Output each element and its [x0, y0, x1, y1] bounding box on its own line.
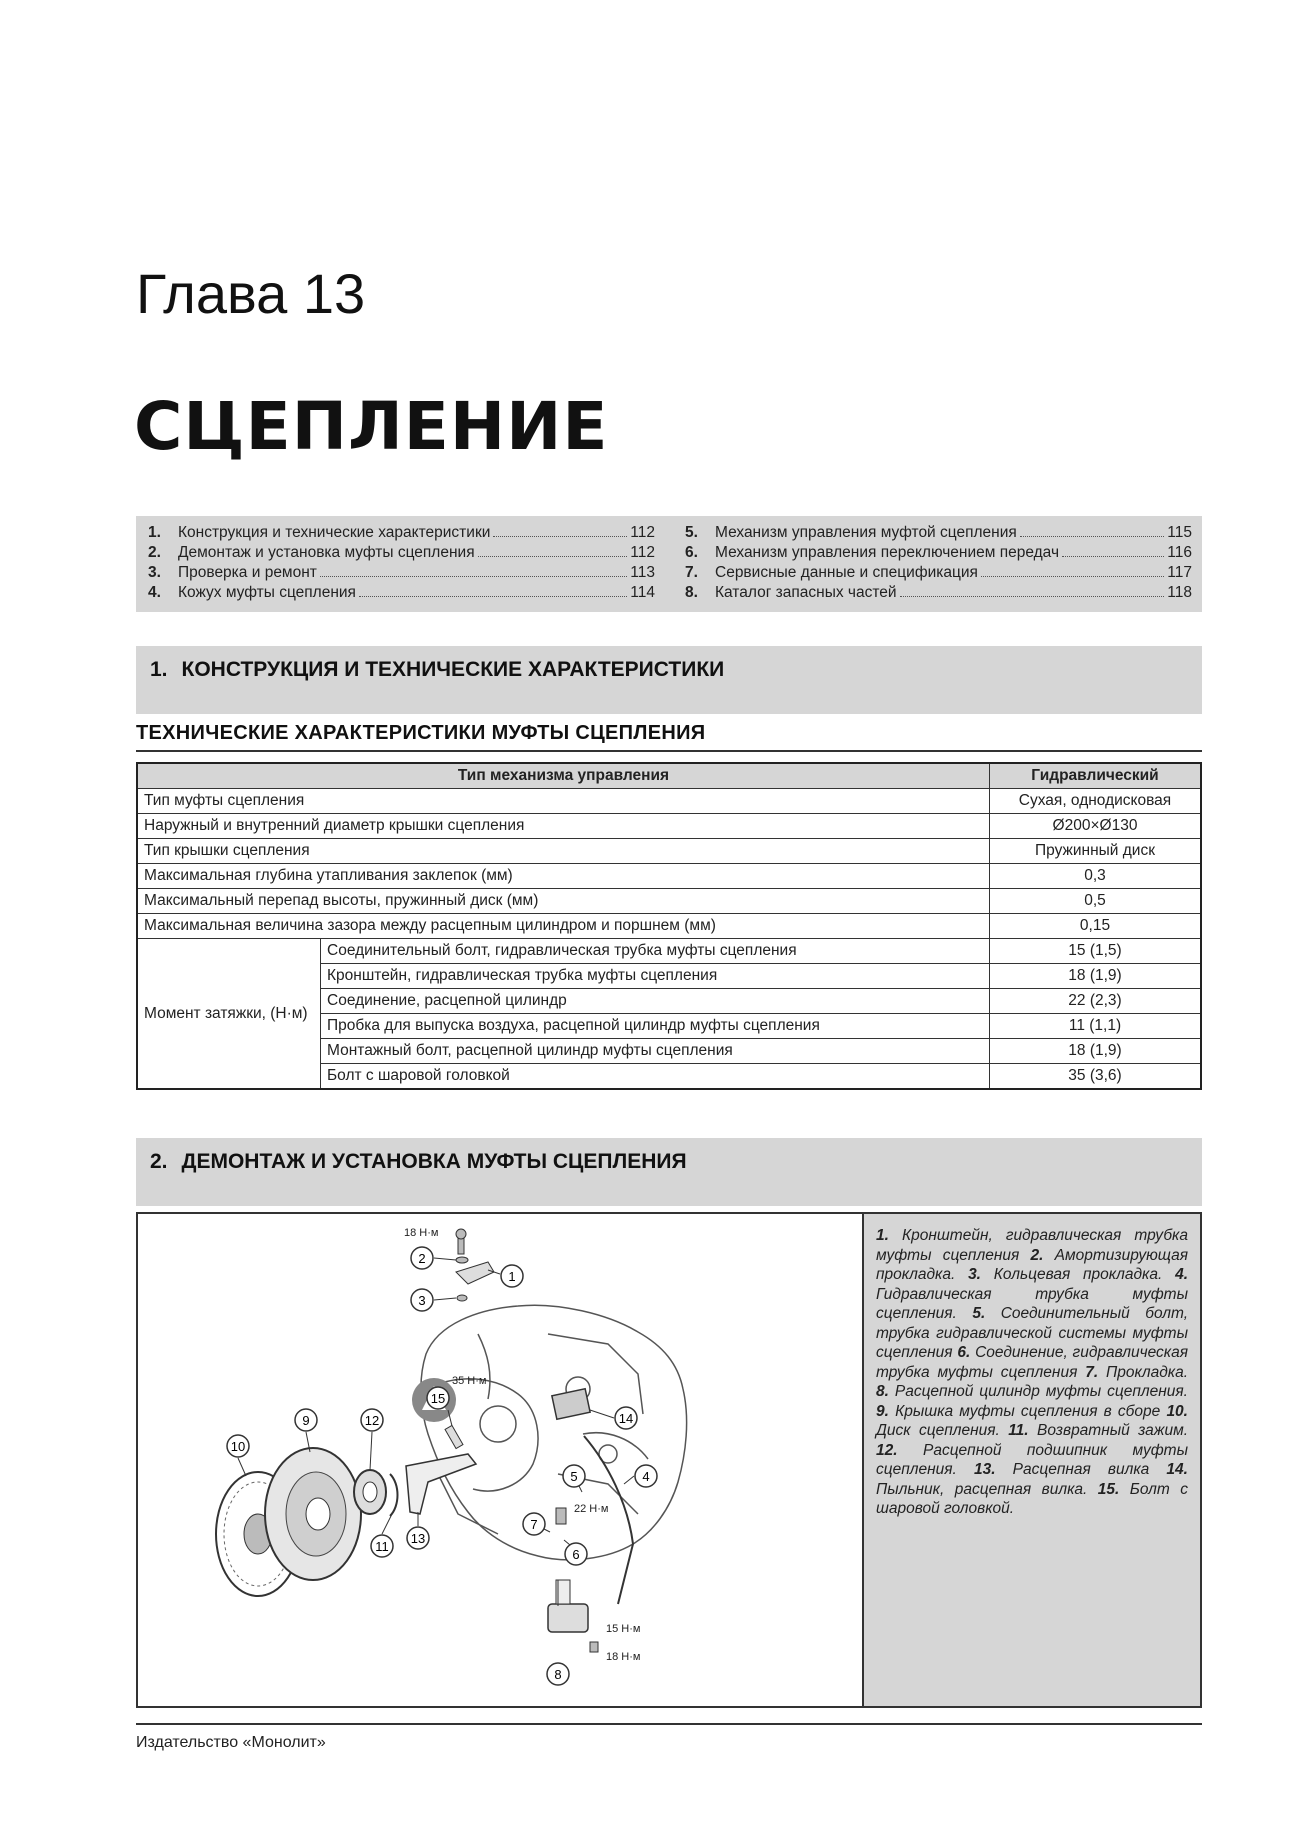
caption-text: Гидравлическая трубка муфты сцепления.: [876, 1285, 1188, 1322]
toc-leader: [900, 596, 1165, 597]
row-value: Сухая, однодисковая: [990, 789, 1202, 814]
torque-label: 18 Н·м: [404, 1227, 439, 1239]
toc-page: 114: [630, 584, 655, 601]
caption-num: 7.: [1085, 1363, 1099, 1381]
section-2-heading: [136, 1138, 1202, 1206]
chapter-title: СЦЕПЛЕНИЕ: [134, 388, 609, 465]
toc-leader: [1020, 536, 1165, 537]
callout-3-label: 3: [418, 1293, 426, 1308]
table-row: [137, 914, 1201, 939]
row-value: Ø200×Ø130: [990, 814, 1202, 839]
toc-leader: [478, 556, 628, 557]
toc-num: 3.: [148, 564, 161, 581]
return-clip: [390, 1474, 398, 1516]
callout-3: [411, 1289, 433, 1311]
footer-rule: [136, 1723, 1202, 1725]
ball-bolt: [445, 1425, 463, 1448]
caption-text: Кронштейн, гидравлическая трубка муфты сцепления: [876, 1227, 1188, 1264]
row-value: 18 (1,9): [990, 1039, 1202, 1064]
table-row: [137, 839, 1201, 864]
toc-page: 117: [1167, 564, 1192, 581]
caption-num: 15.: [1097, 1480, 1120, 1498]
callout-9: [295, 1409, 317, 1431]
row-param: Наружный и внутренний диаметр крышки сцепления: [137, 814, 990, 839]
toc-page: 112: [630, 524, 655, 541]
toc-text: Конструкция и технические характеристики: [178, 524, 491, 541]
transmission-housing: [421, 1305, 687, 1560]
row-value: 35 (3,6): [990, 1064, 1202, 1090]
section-2-title: ДЕМОНТАЖ И УСТАНОВКА МУФТЫ СЦЕПЛЕНИЯ: [181, 1150, 687, 1173]
callout-14-label: 14: [618, 1411, 634, 1426]
subheading-rule: [136, 750, 1202, 752]
dust-boot: [552, 1389, 590, 1420]
toc-page: 115: [1167, 524, 1192, 541]
table-header-value: Гидравлический: [990, 763, 1202, 789]
clutch-spec-table: [136, 762, 1202, 1090]
toc-item[interactable]: [685, 584, 1192, 604]
caption-num: 12.: [876, 1441, 898, 1459]
caption-text: Расцепной подшипник муфты сцепления.: [876, 1441, 1188, 1478]
torque-label: 35 Н·м: [452, 1375, 487, 1387]
callout-10: [227, 1435, 249, 1457]
caption-num: 13.: [973, 1461, 996, 1478]
toc-text: Демонтаж и установка муфты сцепления: [178, 544, 475, 561]
section-1-title: КОНСТРУКЦИЯ И ТЕХНИЧЕСКИЕ ХАРАКТЕРИСТИКИ: [181, 658, 725, 681]
section-1-number: 1.: [150, 658, 168, 681]
hydraulic-pipe: [584, 1436, 633, 1604]
callout-2-label: 2: [418, 1251, 426, 1266]
toc-num: 4.: [148, 584, 161, 601]
caption-text: Диск сцепления.: [876, 1422, 1000, 1439]
row-param: Максимальная глубина утапливания заклепок (мм): [137, 864, 990, 889]
caption-text: Болт с шаровой головкой.: [876, 1480, 1189, 1517]
row-value: Пружинный диск: [990, 839, 1202, 864]
row-param: Соединение, расцепной цилиндр: [321, 989, 990, 1014]
caption-num: 1.: [876, 1227, 889, 1244]
toc-text: Проверка и ремонт: [178, 564, 317, 581]
table-row: [137, 814, 1201, 839]
callout-13-label: 13: [410, 1531, 426, 1546]
caption-num: 5.: [972, 1305, 986, 1322]
toc-item[interactable]: [148, 564, 655, 584]
row-value: 0,15: [990, 914, 1202, 939]
callout-14: [615, 1407, 637, 1429]
section-2-number: 2.: [150, 1150, 168, 1173]
callout-1-label: 1: [508, 1269, 516, 1284]
toc-text: Каталог запасных частей: [715, 584, 897, 601]
row-param: Максимальная величина зазора между расцепным цилиндром и поршнем (мм): [137, 914, 990, 939]
torque-label: 15 Н·м: [606, 1623, 641, 1635]
toc-page: 116: [1167, 544, 1192, 561]
caption-text: Кольцевая прокладка.: [993, 1266, 1163, 1283]
caption-text: Амортизирующая прокладка.: [876, 1246, 1188, 1283]
torque-label: 22 Н·м: [574, 1503, 609, 1515]
caption-num: 11.: [1008, 1422, 1029, 1439]
callout-12: [361, 1409, 383, 1431]
row-value: 11 (1,1): [990, 1014, 1202, 1039]
toc-num: 6.: [685, 544, 698, 561]
caption-text: Крышка муфты сцепления в сборе: [895, 1402, 1161, 1420]
toc-leader: [359, 596, 627, 597]
table-header-param: Тип механизма управления: [137, 763, 990, 789]
row-param: Болт с шаровой головкой: [321, 1064, 990, 1090]
section-1-heading: [136, 646, 1202, 714]
caption-text: Расцепной цилиндр муфты сцепления.: [894, 1383, 1188, 1400]
toc-leader: [320, 576, 627, 577]
row-param: Монтажный болт, расцепной цилиндр муфты сцепления: [321, 1039, 990, 1064]
row-value: 18 (1,9): [990, 964, 1202, 989]
table-row: [137, 864, 1201, 889]
callout-5: [563, 1465, 585, 1487]
caption-num: 10.: [1166, 1402, 1188, 1420]
callout-6-label: 6: [572, 1547, 580, 1562]
toc-num: 1.: [148, 524, 161, 541]
release-bearing: [354, 1470, 386, 1514]
caption-num: 14.: [1166, 1461, 1188, 1478]
callout-10-label: 10: [230, 1439, 246, 1454]
clutch-exploded-figure: [136, 1212, 1202, 1708]
row-param: Соединительный болт, гидравлическая трубка муфты сцепления: [321, 939, 990, 964]
callout-8: [547, 1663, 569, 1685]
toc-item[interactable]: [148, 584, 655, 604]
callout-15: [427, 1387, 449, 1409]
toc-num: 8.: [685, 584, 698, 601]
caption-num: 6.: [957, 1344, 971, 1361]
figure-caption: [862, 1214, 1200, 1706]
exploded-view-drawing: [138, 1214, 862, 1706]
row-value: 22 (2,3): [990, 989, 1202, 1014]
row-value: 0,3: [990, 864, 1202, 889]
caption-num: 3.: [968, 1266, 981, 1283]
table-header-row: [137, 763, 1201, 789]
release-fork: [406, 1454, 476, 1514]
release-cylinder: [548, 1508, 598, 1652]
row-value: 0,5: [990, 889, 1202, 914]
toc-leader: [981, 576, 1164, 577]
table-row: [137, 939, 1201, 964]
toc-text: Кожух муфты сцепления: [178, 584, 356, 601]
toc-num: 2.: [148, 544, 161, 561]
footer-publisher: Издательство «Монолит»: [136, 1734, 326, 1751]
callout-4: [635, 1465, 657, 1487]
toc-leader: [1062, 556, 1164, 557]
spec-subheading: ТЕХНИЧЕСКИЕ ХАРАКТЕРИСТИКИ МУФТЫ СЦЕПЛЕНИЯ: [136, 722, 706, 744]
toc-item[interactable]: [148, 524, 655, 544]
toc-page: 112: [630, 544, 655, 561]
callout-15-label: 15: [430, 1391, 446, 1406]
callout-11-label: 11: [375, 1539, 389, 1554]
caption-text: Пыльник, расцепная вилка.: [876, 1480, 1088, 1498]
table-row: [137, 889, 1201, 914]
toc-item[interactable]: [685, 544, 1192, 564]
caption-num: 9.: [876, 1402, 889, 1420]
torque-group-label: Момент затяжки, (Н·м): [137, 939, 321, 1090]
callout-7: [523, 1513, 545, 1535]
toc-num: 7.: [685, 564, 698, 581]
toc-text: Механизм управления муфтой сцепления: [715, 524, 1017, 541]
table-row: [137, 789, 1201, 814]
caption-text: Расцепная вилка: [1012, 1461, 1150, 1478]
row-param: Кронштейн, гидравлическая трубка муфты сцепления: [321, 964, 990, 989]
caption-num: 4.: [1175, 1266, 1189, 1283]
callout-12-label: 12: [364, 1413, 380, 1428]
row-param: Тип муфты сцепления: [137, 789, 990, 814]
callout-4-label: 4: [642, 1469, 650, 1484]
chapter-label: Глава 13: [136, 262, 366, 325]
callout-5-label: 5: [570, 1469, 578, 1484]
caption-num: 8.: [876, 1383, 889, 1400]
callout-8-label: 8: [554, 1667, 562, 1682]
callout-9-label: 9: [302, 1413, 310, 1428]
callout-11: [371, 1535, 393, 1557]
toc-item[interactable]: [148, 544, 655, 564]
callout-2: [411, 1247, 433, 1269]
toc-leader: [493, 536, 627, 537]
torque-label: 18 Н·м: [606, 1651, 641, 1663]
toc-column-right: [685, 524, 1192, 612]
clutch-cover: [265, 1448, 361, 1580]
toc-item[interactable]: [685, 564, 1192, 584]
caption-text: Возвратный зажим.: [1036, 1422, 1189, 1439]
toc-text: Механизм управления переключением передач: [715, 544, 1060, 561]
toc-page: 113: [630, 564, 655, 581]
toc-num: 5.: [685, 524, 698, 541]
row-value: 15 (1,5): [990, 939, 1202, 964]
row-param: Максимальный перепад высоты, пружинный диск (мм): [137, 889, 990, 914]
callout-6: [565, 1543, 587, 1565]
table-of-contents: [136, 516, 1202, 612]
caption-text: Соединение, гидравлическая трубка муфты сцепления: [876, 1344, 1189, 1381]
caption-text: Соединительный болт, трубка гидравлической системы муфты сцепления: [876, 1305, 1189, 1361]
toc-text: Сервисные данные и спецификация: [715, 564, 978, 581]
caption-text: Прокладка.: [1106, 1363, 1189, 1381]
toc-item[interactable]: [685, 524, 1192, 544]
callout-13: [407, 1527, 429, 1549]
toc-page: 118: [1167, 584, 1192, 601]
toc-column-left: [148, 524, 655, 612]
row-param: Тип крышки сцепления: [137, 839, 990, 864]
caption-num: 2.: [1030, 1246, 1044, 1264]
hydraulic-bracket: [456, 1229, 494, 1301]
callout-1: [501, 1265, 523, 1287]
callout-7-label: 7: [530, 1517, 538, 1532]
row-param: Пробка для выпуска воздуха, расцепной цилиндр муфты сцепления: [321, 1014, 990, 1039]
